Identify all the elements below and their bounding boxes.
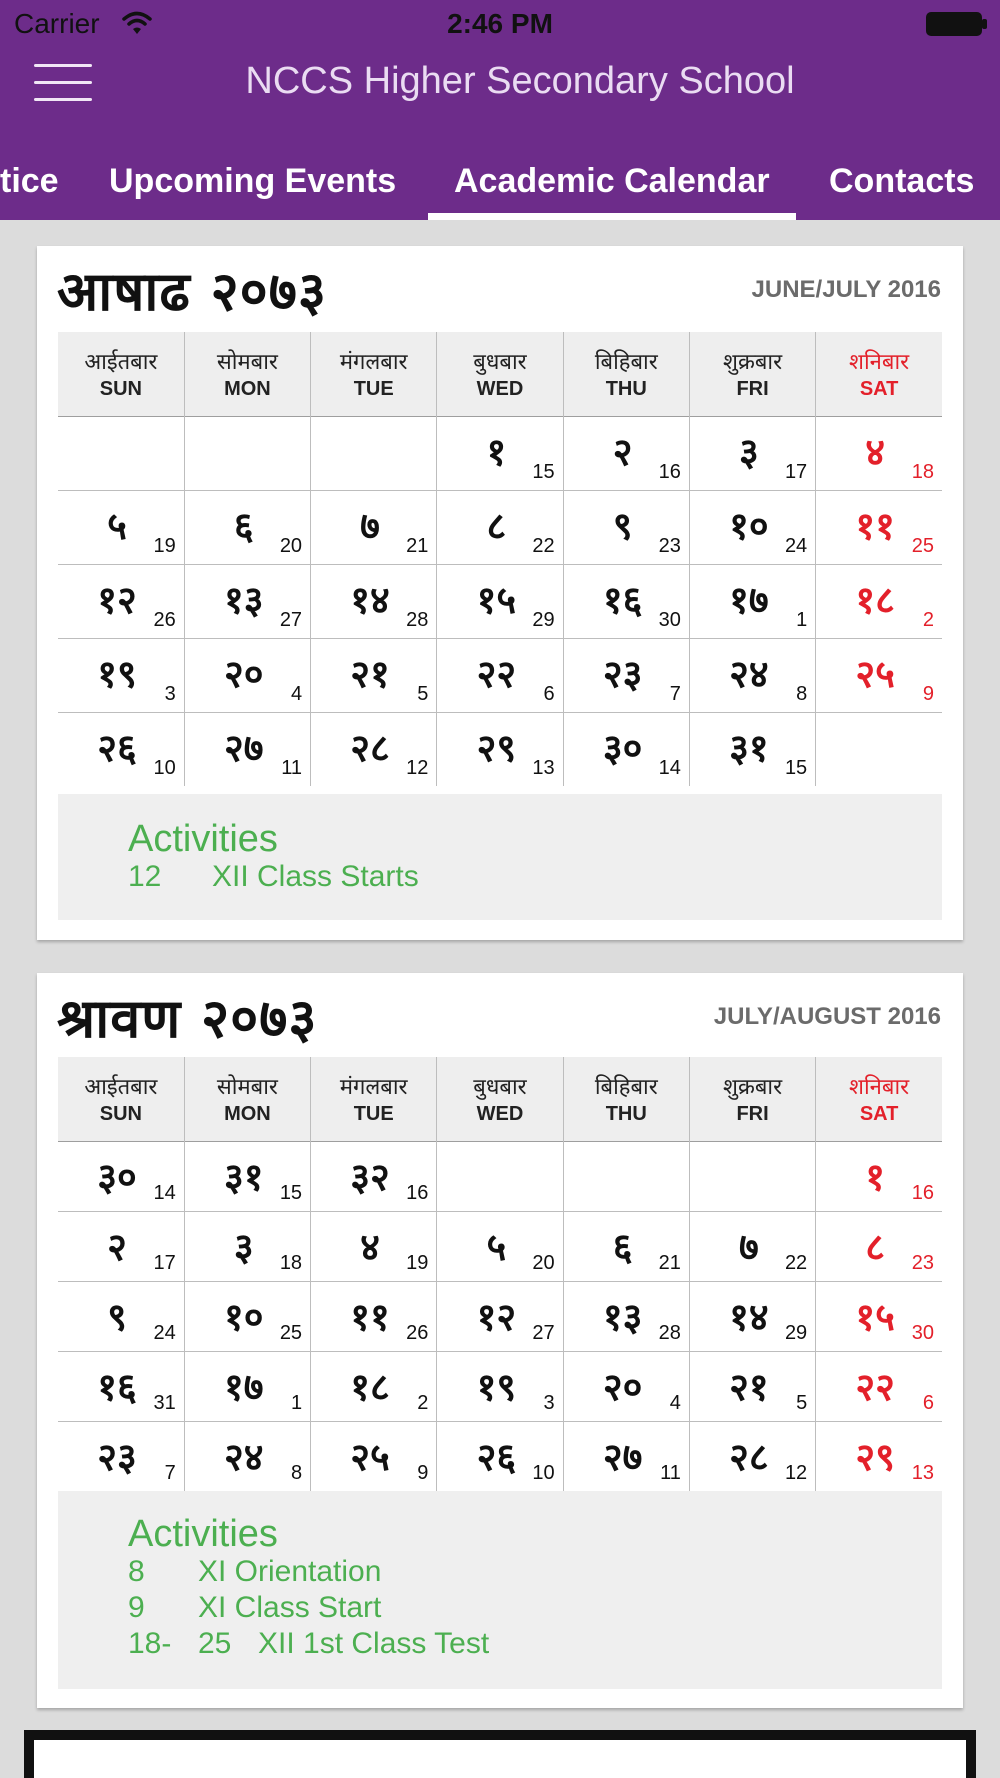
calendar-day-cell[interactable] <box>184 490 310 564</box>
day-number-np: २० <box>224 651 264 696</box>
day-number-np: १ <box>486 429 507 474</box>
day-number-np: २६ <box>476 1434 517 1479</box>
calendar-week-row <box>58 564 942 638</box>
weekday-name-np: मंगलबार <box>339 350 408 376</box>
day-number-ad: 18 <box>911 460 934 483</box>
weekday-name-np: बिहिबार <box>594 350 658 376</box>
calendar-day-cell[interactable] <box>816 638 942 712</box>
calendar-day-cell[interactable] <box>816 1211 942 1281</box>
calendar-day-cell[interactable] <box>437 1421 563 1491</box>
day-number-ad: 24 <box>784 534 808 557</box>
weekday-name-np: बुधबार <box>473 350 527 376</box>
day-number-np: २८ <box>729 1434 769 1479</box>
day-number-np: १८ <box>350 1364 390 1409</box>
day-number-ad: 10 <box>153 757 176 779</box>
calendar-day-cell[interactable] <box>563 490 689 564</box>
day-number-ad: 4 <box>290 682 303 705</box>
day-number-np: ३ <box>739 429 759 474</box>
activities-panel <box>58 794 942 920</box>
day-number-np: २८ <box>350 725 390 770</box>
calendar-empty-cell <box>58 416 184 490</box>
day-number-ad: 14 <box>153 1181 176 1204</box>
month-title-en: JUNE/JULY 2016 <box>751 276 941 303</box>
calendar-day-cell[interactable] <box>184 564 310 638</box>
weekday-name-np: आईतबार <box>84 1075 158 1101</box>
day-number-np: ६ <box>612 1224 633 1269</box>
weekday-header-fri <box>689 332 815 416</box>
day-number-ad: 21 <box>406 534 429 557</box>
activity-item <box>128 1627 489 1661</box>
calendar-day-cell[interactable] <box>58 1141 184 1211</box>
weekday-header-row <box>58 1057 942 1141</box>
weekday-name-np: शनिबार <box>849 350 910 376</box>
weekday-name-en: SUN <box>99 378 142 401</box>
day-number-np: १७ <box>224 1364 264 1409</box>
day-number-np: १४ <box>350 577 390 622</box>
calendar-empty-cell <box>437 1141 563 1211</box>
weekday-name-np: आईतबार <box>84 350 158 376</box>
day-number-np: २६ <box>97 725 137 770</box>
day-number-ad: 25 <box>279 1321 303 1344</box>
day-number-ad: 27 <box>279 608 303 631</box>
day-number-ad: 23 <box>658 534 681 557</box>
calendar-day-cell[interactable] <box>58 564 184 638</box>
day-number-ad: 2 <box>922 608 934 631</box>
weekday-name-np: सोमबार <box>216 1075 278 1101</box>
day-number-np: ३० <box>97 1154 137 1199</box>
activities-title: Activities <box>128 818 278 860</box>
weekday-header-wed <box>437 1057 563 1141</box>
day-number-np: १५ <box>476 577 517 622</box>
day-number-np: ८ <box>865 1224 886 1269</box>
day-number-np: ५ <box>486 1224 507 1269</box>
calendar-day-cell[interactable] <box>816 416 942 490</box>
weekday-name-np: बुधबार <box>473 1075 527 1101</box>
day-number-np: ३० <box>602 725 643 770</box>
weekday-header-fri <box>689 1057 815 1141</box>
weekday-name-np: शुक्रबार <box>722 1075 783 1101</box>
calendar-empty-cell <box>563 1141 689 1211</box>
day-number-ad: 17 <box>153 1251 176 1274</box>
weekday-name-en: MON <box>224 1103 271 1126</box>
calendar-day-cell[interactable] <box>437 416 563 490</box>
calendar-week-row <box>58 712 942 786</box>
day-number-ad: 30 <box>911 1321 934 1344</box>
calendar-day-cell[interactable] <box>816 1351 942 1421</box>
day-number-np: ११ <box>350 1294 390 1339</box>
day-number-ad: 3 <box>543 1391 555 1414</box>
activity-date: 9 <box>128 1591 145 1624</box>
day-number-ad: 4 <box>669 1391 681 1414</box>
day-number-ad: 9 <box>922 682 934 705</box>
tab-upcoming-events[interactable]: Upcoming Events <box>109 162 397 200</box>
day-number-np: २२ <box>476 651 517 696</box>
day-number-np: ३ <box>233 1224 254 1269</box>
day-number-ad: 29 <box>784 1321 808 1344</box>
calendar-day-cell[interactable] <box>437 1351 563 1421</box>
day-number-np: २४ <box>729 651 769 696</box>
calendar-day-cell[interactable] <box>689 1351 815 1421</box>
day-number-ad: 30 <box>658 608 681 631</box>
day-number-np: २ <box>612 429 633 474</box>
weekday-name-np: शनिबार <box>849 1075 910 1101</box>
activities-panel <box>58 1491 942 1689</box>
calendar-week-row <box>58 1421 942 1491</box>
day-number-ad: 9 <box>417 1462 429 1484</box>
weekday-name-en: THU <box>605 378 647 401</box>
calendar-day-cell[interactable] <box>563 564 689 638</box>
calendar-day-cell[interactable] <box>184 638 310 712</box>
menu-icon[interactable] <box>34 60 94 106</box>
month-card-shrawan <box>37 973 963 1708</box>
weekday-name-np: मंगलबार <box>339 1075 408 1101</box>
weekday-header-thu <box>563 1057 689 1141</box>
day-number-np: १४ <box>729 1294 769 1339</box>
day-number-ad: 6 <box>543 682 555 705</box>
day-number-np: १६ <box>97 1364 137 1409</box>
activity-item <box>128 1555 381 1589</box>
day-number-np: ४ <box>360 1224 380 1269</box>
calendar-week-row <box>58 1281 942 1351</box>
calendar-day-cell[interactable] <box>689 1281 815 1351</box>
activity-text: XII 1st Class Test <box>258 1627 490 1660</box>
day-number-np: २२ <box>855 1364 895 1409</box>
activity-date: 8 <box>128 1555 145 1588</box>
status-bar <box>0 0 1000 50</box>
day-number-np: ५ <box>107 503 127 548</box>
day-number-np: २१ <box>729 1364 769 1409</box>
calendar-week-row <box>58 638 942 712</box>
calendar-day-cell[interactable] <box>311 1281 437 1351</box>
day-number-np: १९ <box>476 1364 517 1409</box>
calendar-day-cell[interactable] <box>689 416 815 490</box>
calendar-day-cell[interactable] <box>311 564 437 638</box>
day-number-np: २७ <box>602 1434 643 1479</box>
day-number-np: २१ <box>350 651 390 696</box>
calendar-day-cell[interactable] <box>184 1211 310 1281</box>
calendar-day-cell[interactable] <box>563 1351 689 1421</box>
calendar-week-row <box>58 1351 942 1421</box>
day-number-np: २० <box>602 1364 643 1409</box>
calendar-day-cell[interactable] <box>58 1281 184 1351</box>
carrier-label: Carrier <box>14 8 100 39</box>
day-number-np: १ <box>865 1154 886 1199</box>
day-number-ad: 22 <box>532 534 555 557</box>
day-number-np: १९ <box>97 651 137 696</box>
activity-text: XI Class Start <box>198 1591 382 1624</box>
calendar-day-cell[interactable] <box>184 1281 310 1351</box>
calendar-grid <box>58 332 942 786</box>
day-number-np: २५ <box>350 1434 390 1479</box>
weekday-header-wed <box>437 332 563 416</box>
calendar-day-cell[interactable] <box>816 1281 942 1351</box>
weekday-header-sun <box>58 1057 184 1141</box>
calendar-week-row <box>58 1141 942 1211</box>
calendar-empty-cell <box>184 416 310 490</box>
calendar-empty-cell <box>816 712 942 786</box>
day-number-np: ३१ <box>224 1154 264 1199</box>
weekday-name-np: बिहिबार <box>594 1075 658 1101</box>
day-number-np: ३२ <box>350 1154 390 1199</box>
day-number-ad: 5 <box>417 682 429 705</box>
day-number-np: ९ <box>612 503 633 548</box>
day-number-np: २९ <box>476 725 517 770</box>
day-number-np: २३ <box>97 1434 137 1479</box>
day-number-np: १५ <box>855 1294 895 1339</box>
day-number-np: २४ <box>224 1434 264 1479</box>
day-number-ad: 11 <box>281 757 303 779</box>
weekday-name-en: TUE <box>353 378 394 401</box>
day-number-ad: 15 <box>279 1181 303 1204</box>
calendar-day-cell[interactable] <box>184 1351 310 1421</box>
day-number-np: २७ <box>224 725 264 770</box>
weekday-header-thu <box>563 332 689 416</box>
calendar-day-cell[interactable] <box>816 1141 942 1211</box>
weekday-name-en: SUN <box>99 1103 142 1126</box>
activity-item <box>128 860 419 894</box>
day-number-ad: 19 <box>153 534 176 557</box>
calendar-day-cell[interactable] <box>563 416 689 490</box>
day-number-np: १८ <box>855 577 895 622</box>
weekday-name-en: WED <box>476 1103 524 1126</box>
day-number-ad: 6 <box>922 1391 934 1414</box>
day-number-np: २५ <box>855 651 895 696</box>
calendar-day-cell[interactable] <box>184 1141 310 1211</box>
day-number-ad: 1 <box>290 1391 303 1414</box>
calendar-day-cell[interactable] <box>563 1211 689 1281</box>
calendar-day-cell[interactable] <box>311 1141 437 1211</box>
day-number-ad: 26 <box>153 608 176 631</box>
calendar-day-cell[interactable] <box>58 1351 184 1421</box>
month-title-np: श्रावण २०७३ <box>57 987 318 1050</box>
calendar-day-cell[interactable] <box>563 712 689 786</box>
day-number-ad: 15 <box>784 757 808 779</box>
calendar-day-cell[interactable] <box>437 564 563 638</box>
day-number-np: १२ <box>476 1294 517 1339</box>
day-number-ad: 23 <box>911 1251 934 1274</box>
day-number-np: २ <box>107 1224 127 1269</box>
day-number-ad: 15 <box>532 460 555 483</box>
weekday-name-np: शुक्रबार <box>722 350 783 376</box>
day-number-np: १७ <box>729 577 769 622</box>
day-number-ad: 12 <box>406 757 429 779</box>
calendar-day-cell[interactable] <box>437 1211 563 1281</box>
calendar-grid <box>58 1057 942 1491</box>
day-number-ad: 7 <box>164 1462 176 1484</box>
calendar-day-cell[interactable] <box>563 638 689 712</box>
status-clock: 2:46 PM <box>447 8 553 39</box>
month-card-ashadh <box>37 246 963 940</box>
calendar-day-cell[interactable] <box>689 1421 815 1491</box>
calendar-day-cell[interactable] <box>311 712 437 786</box>
day-number-ad: 13 <box>532 757 555 779</box>
page-title: NCCS Higher Secondary School <box>245 60 795 102</box>
weekday-name-en: SAT <box>859 378 899 401</box>
calendar-day-cell[interactable] <box>58 638 184 712</box>
day-number-ad: 21 <box>658 1251 681 1274</box>
activity-date: 18- <box>128 1627 172 1660</box>
calendar-day-cell[interactable] <box>311 638 437 712</box>
weekday-header-tue <box>311 332 437 416</box>
battery-icon <box>926 12 988 36</box>
day-number-ad: 28 <box>406 608 429 631</box>
day-number-ad: 8 <box>796 682 808 705</box>
calendar-day-cell[interactable] <box>311 1211 437 1281</box>
calendar-week-row <box>58 490 942 564</box>
day-number-ad: 27 <box>532 1321 555 1344</box>
calendar-day-cell[interactable] <box>437 1281 563 1351</box>
day-number-ad: 20 <box>532 1251 555 1274</box>
day-number-ad: 29 <box>532 608 555 631</box>
day-number-np: ७ <box>739 1224 759 1269</box>
month-title-np: आषाढ २०७३ <box>57 260 327 323</box>
calendar-day-cell[interactable] <box>184 1421 310 1491</box>
tab-academic-calendar[interactable]: Academic Calendar <box>428 162 796 220</box>
day-number-ad: 26 <box>406 1321 429 1344</box>
calendar-day-cell[interactable] <box>58 1421 184 1491</box>
day-number-ad: 5 <box>796 1391 808 1414</box>
day-number-ad: 16 <box>911 1181 934 1204</box>
day-number-np: ६ <box>233 503 254 548</box>
calendar-day-cell[interactable] <box>437 490 563 564</box>
calendar-day-cell[interactable] <box>311 1421 437 1491</box>
day-number-np: २९ <box>855 1434 895 1479</box>
calendar-day-cell[interactable] <box>816 1421 942 1491</box>
day-number-np: ८ <box>486 503 507 548</box>
calendar-day-cell[interactable] <box>689 490 815 564</box>
calendar-day-cell[interactable] <box>816 564 942 638</box>
weekday-name-np: सोमबार <box>216 350 278 376</box>
activity-item <box>128 1591 381 1625</box>
day-number-np: १० <box>224 1294 264 1339</box>
day-number-np: १२ <box>97 577 137 622</box>
day-number-ad: 8 <box>290 1462 303 1484</box>
calendar-day-cell[interactable] <box>437 638 563 712</box>
calendar-day-cell[interactable] <box>689 564 815 638</box>
day-number-ad: 7 <box>669 682 681 705</box>
day-number-ad: 14 <box>658 757 681 779</box>
weekday-header-row <box>58 332 942 416</box>
day-number-ad: 1 <box>796 608 808 631</box>
weekday-name-en: FRI <box>736 1103 769 1126</box>
next-month-card <box>24 1730 976 1778</box>
day-number-np: ३१ <box>729 725 769 770</box>
day-number-np: २३ <box>602 651 643 696</box>
calendar-day-cell[interactable] <box>311 1351 437 1421</box>
activity-text: XII Class Starts <box>212 860 419 893</box>
day-number-np: ७ <box>360 503 380 548</box>
app-header <box>0 0 1000 220</box>
weekday-name-en: TUE <box>353 1103 394 1126</box>
day-number-ad: 17 <box>784 460 808 483</box>
calendar-day-cell[interactable] <box>689 712 815 786</box>
weekday-header-mon <box>184 332 310 416</box>
calendar-day-cell[interactable] <box>563 1281 689 1351</box>
weekday-name-en: WED <box>476 378 524 401</box>
calendar-body <box>58 1141 942 1491</box>
weekday-header-mon <box>184 1057 310 1141</box>
calendar-day-cell[interactable] <box>184 712 310 786</box>
day-number-ad: 2 <box>417 1391 429 1414</box>
calendar-week-row <box>58 1211 942 1281</box>
activities-title: Activities <box>128 1513 278 1555</box>
day-number-ad: 12 <box>784 1462 808 1484</box>
day-number-ad: 10 <box>532 1462 555 1484</box>
weekday-name-en: SAT <box>859 1103 899 1126</box>
day-number-np: १० <box>729 503 769 548</box>
day-number-ad: 3 <box>164 682 176 705</box>
calendar-day-cell[interactable] <box>563 1421 689 1491</box>
day-number-np: १३ <box>602 1294 643 1339</box>
calendar-day-cell[interactable] <box>58 490 184 564</box>
calendar-body <box>58 416 942 786</box>
day-number-ad: 11 <box>660 1462 681 1484</box>
day-number-np: ९ <box>107 1294 127 1339</box>
weekday-header-sat <box>816 332 942 416</box>
calendar-day-cell[interactable] <box>437 712 563 786</box>
weekday-name-en: FRI <box>736 378 769 401</box>
day-number-np: १६ <box>602 577 643 622</box>
calendar-day-cell[interactable] <box>311 490 437 564</box>
weekday-name-en: MON <box>224 378 271 401</box>
day-number-ad: 16 <box>658 460 681 483</box>
calendar-day-cell[interactable] <box>689 1211 815 1281</box>
day-number-ad: 18 <box>279 1251 303 1274</box>
day-number-ad: 16 <box>406 1181 429 1204</box>
day-number-np: ११ <box>855 503 895 548</box>
day-number-ad: 28 <box>658 1321 681 1344</box>
weekday-header-sun <box>58 332 184 416</box>
day-number-ad: 25 <box>911 534 934 557</box>
day-number-np: १३ <box>224 577 264 622</box>
activity-text: XI Orientation <box>198 1555 382 1588</box>
weekday-header-sat <box>816 1057 942 1141</box>
calendar-day-cell[interactable] <box>816 490 942 564</box>
day-number-ad: 31 <box>153 1391 176 1414</box>
month-title-en: JULY/AUGUST 2016 <box>713 1003 941 1030</box>
day-number-ad: 20 <box>279 534 303 557</box>
tab-bar <box>0 156 1000 220</box>
tab-notice[interactable]: tice <box>0 162 59 200</box>
calendar-day-cell[interactable] <box>58 1211 184 1281</box>
tab-contacts[interactable]: Contacts <box>829 162 975 200</box>
calendar-empty-cell <box>311 416 437 490</box>
weekday-header-tue <box>311 1057 437 1141</box>
weekday-name-en: THU <box>605 1103 647 1126</box>
activity-date-to: 25 <box>198 1627 232 1660</box>
activity-date: 12 <box>128 860 162 893</box>
day-number-np: ४ <box>865 429 886 474</box>
calendar-day-cell[interactable] <box>58 712 184 786</box>
calendar-empty-cell <box>689 1141 815 1211</box>
calendar-day-cell[interactable] <box>689 638 815 712</box>
calendar-week-row <box>58 416 942 490</box>
day-number-ad: 22 <box>784 1251 808 1274</box>
day-number-ad: 13 <box>911 1462 934 1484</box>
day-number-ad: 24 <box>153 1321 176 1344</box>
day-number-ad: 19 <box>406 1251 429 1274</box>
